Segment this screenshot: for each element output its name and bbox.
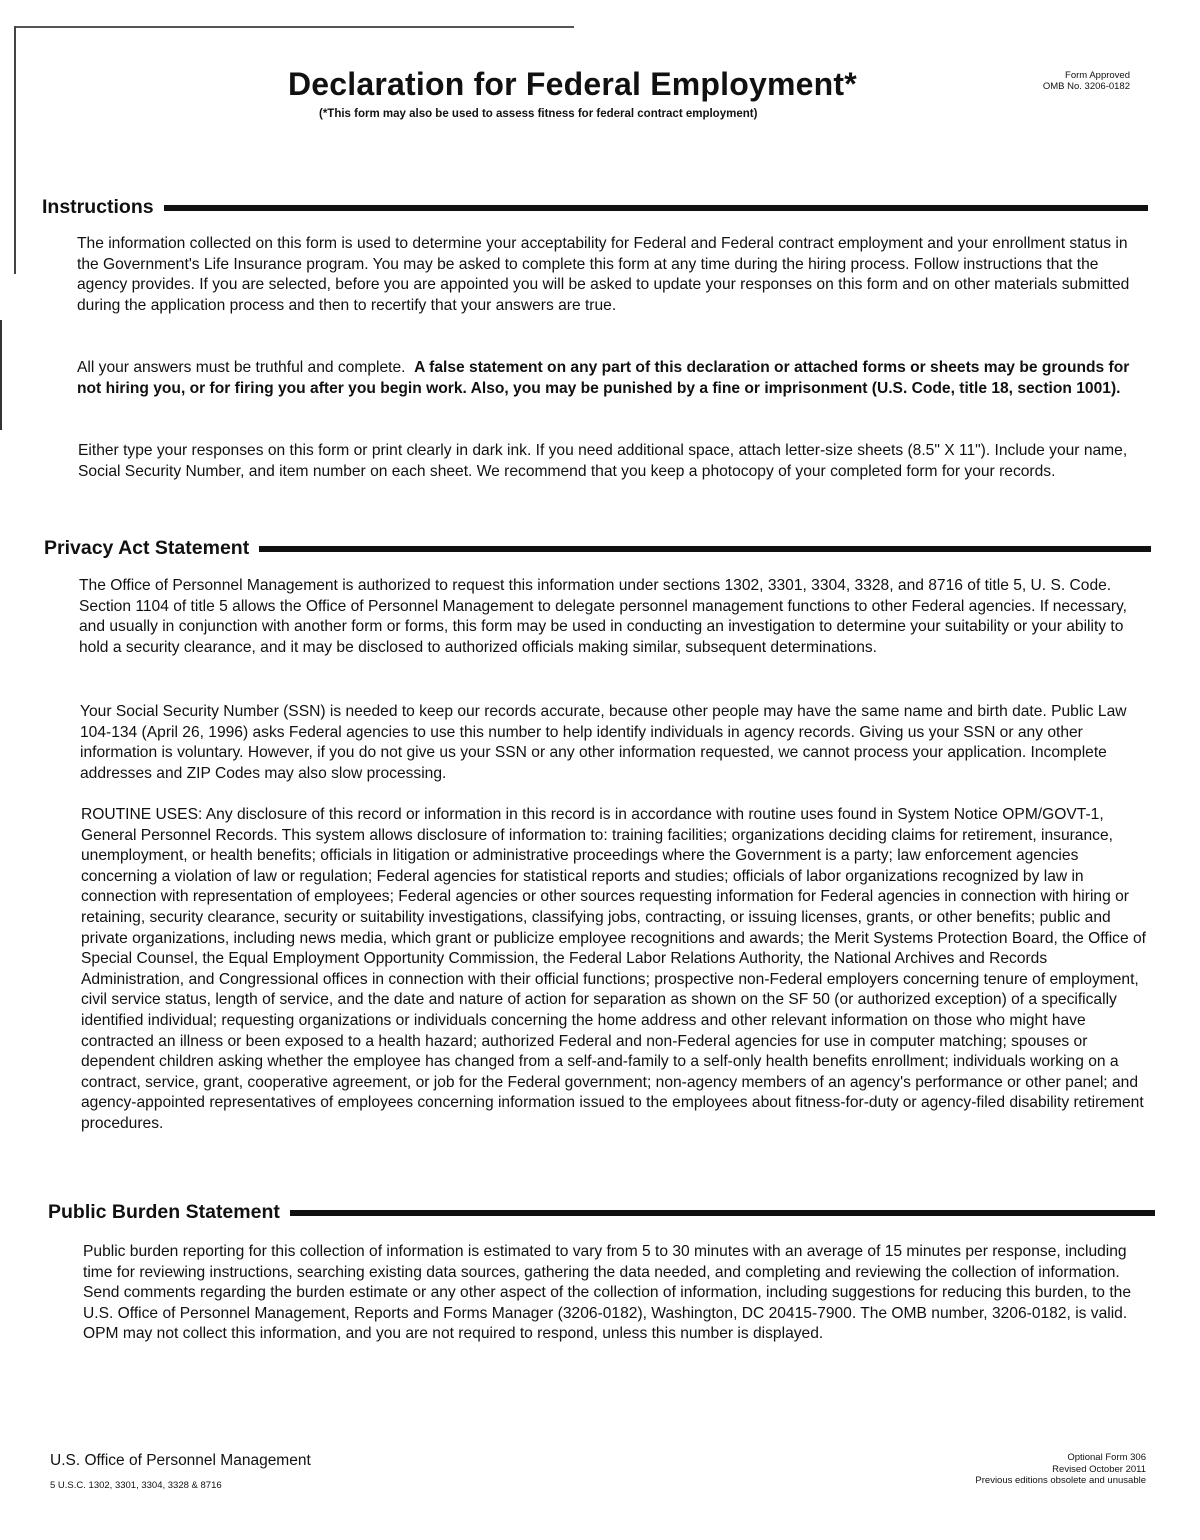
privacy-heading	[44, 537, 1151, 560]
omb-block	[1012, 70, 1130, 92]
footer-previous-editions: Previous editions obsolete and unusable	[975, 1475, 1146, 1486]
omb-number: OMB No. 3206-0182	[1042, 81, 1130, 92]
privacy-heading-label: Privacy Act Statement	[44, 537, 250, 559]
page-subtitle: (*This form may also be used to assess fitness for federal contract employment)	[319, 108, 758, 120]
instructions-heading	[42, 196, 1148, 219]
page-title: Declaration for Federal Employment*	[288, 66, 857, 102]
privacy-heading-rule	[259, 546, 1151, 552]
scan-edge-top	[14, 26, 574, 28]
burden-heading-label: Public Burden Statement	[48, 1201, 280, 1223]
burden-paragraph: Public burden reporting for this collection of information is estimated to vary from 5 to 30 minutes with an average of 15 minutes per response, including time for reviewing instructions, searching existing data sources, gathering the data needed, and completing and reviewing the collection of information. Send comments regarding the burden estimate or any other aspect of the collection of information, including suggestions for reducing this burden, to the U.S. Office of Personnel Management, Reports and Forms Manager (3206-0182), Washington, DC 20415-7900. The OMB number, 3206-0182, is valid. OPM may not collect this information, and you are not required to respond, unless this number is displayed.	[83, 1243, 1131, 1343]
instructions-paragraph-2	[77, 358, 1147, 399]
burden-heading	[48, 1201, 1155, 1224]
scan-edge-left	[14, 26, 16, 274]
footer-left	[50, 1452, 311, 1491]
instructions-paragraph-3: Either type your responses on this form or print clearly in dark ink. If you need additional space, attach letter-size sheets (8.5" X 11"). Include your name, Social Security Number, and item number on each sheet. We recommend that you keep a photocopy of your completed form for your records.	[78, 442, 1128, 480]
footer-legal-code: 5 U.S.C. 1302, 3301, 3304, 3328 & 8716	[50, 1480, 222, 1491]
privacy-paragraph-1: The Office of Personnel Management is authorized to request this information under sections 1302, 3301, 3304, 3328, and 8716 of title 5, U. S. Code. Section 1104 of title 5 allows the Office of Personnel Management to delegate personnel management functions to other Federal agencies. If necessary, and usually in conjunction with another form or forms, this form may be used in conducting an investigation to determine your suitability or your ability to hold a security clearance, and it may be disclosed to authorized officials making similar, subsequent determinations.	[79, 577, 1128, 656]
footer-form-number: Optional Form 306	[1067, 1452, 1146, 1463]
scan-edge-left-lower	[0, 320, 2, 430]
instructions-paragraph-2-intro: All your answers must be truthful and complete.	[77, 359, 406, 376]
form-approved-label: Form Approved	[1065, 70, 1130, 81]
instructions-paragraph-1: The information collected on this form is used to determine your acceptability for Federal and Federal contract employment and your enrollment status in the Government's Life Insurance program. You may be asked to complete this form at any time during the hiring process. Follow instructions that the agency provides. If you are selected, before you are appointed you will be asked to update your responses on this form and on other materials submitted during the application process and then to recertify that your answers are true.	[77, 235, 1130, 314]
routine-uses-paragraph: ROUTINE USES: Any disclosure of this record or information in this record is in accordance with routine uses found in System Notice OPM/GOVT-1, General Personnel Records. This system allows disclosure of information to: training facilities; organizations deciding claims for retirement, insurance, unemployment, or health benefits; officials in litigation or administrative proceedings where the Government is a party; law enforcement agencies concerning a violation of law or regulation; Federal agencies for statistical reports and studies; officials of labor organizations recognized by law in connection with representation of employees; Federal agencies or other sources requesting information for Federal agencies in connection with hiring or retaining, security clearance, security or suitability investigations, classifying jobs, contracting, or issuing licenses, grants, or other benefits; public and private organizations, including news media, which grant or publicize employee recognitions and awards; the Merit Systems Protection Board, the Office of Special Counsel, the Equal Employment Opportunity Commission, the Federal Labor Relations Authority, the National Archives and Records Administration, and Congressional offices in connection with their official functions; prospective non-Federal employers concerning tenure of employment, civil service status, length of service, and the date and nature of action for separation as shown on the SF 50 (or authorized exception) of a specifically identified individual; requesting organizations or individuals concerning the home address and other relevant information on those who might have contracted an illness or been exposed to a health hazard; authorized Federal and non-Federal agencies for use in computer matching; spouses or dependent children asking whether the employee has changed from a self-and-family to a self-only health benefits enrollment; individuals working on a contract, service, grant, cooperative agreement, or job for the Federal government; non-agency members of an agency's performance or other panel; and agency-appointed representatives of employees concerning information issued to the employees about fitness-for-duty or agency-filed disability retirement procedures.	[81, 806, 1146, 1132]
instructions-heading-rule	[164, 205, 1148, 211]
false-statement-warning: A false statement on any part of this declaration or attached forms or sheets may be grounds for not hiring you, or for firing you after you begin work. Also, you may be punished by a fine or imprisonment (U.S. Code, title 18, section 1001).	[77, 359, 1130, 397]
privacy-paragraph-2: Your Social Security Number (SSN) is needed to keep our records accurate, because other people may have the same name and birth date. Public Law 104-134 (April 26, 1996) asks Federal agencies to use this number to help identify individuals in agency records. Giving us your SSN or any other information is voluntary. However, if you do not give us your SSN or any other information requested, we cannot process your application. Incomplete addresses and ZIP Codes may also slow processing.	[80, 703, 1127, 782]
footer-right	[930, 1452, 1146, 1487]
burden-heading-rule	[290, 1210, 1155, 1216]
footer-agency: U.S. Office of Personnel Management	[50, 1452, 311, 1469]
instructions-heading-label: Instructions	[42, 196, 154, 218]
footer-revised: Revised October 2011	[1052, 1463, 1146, 1475]
